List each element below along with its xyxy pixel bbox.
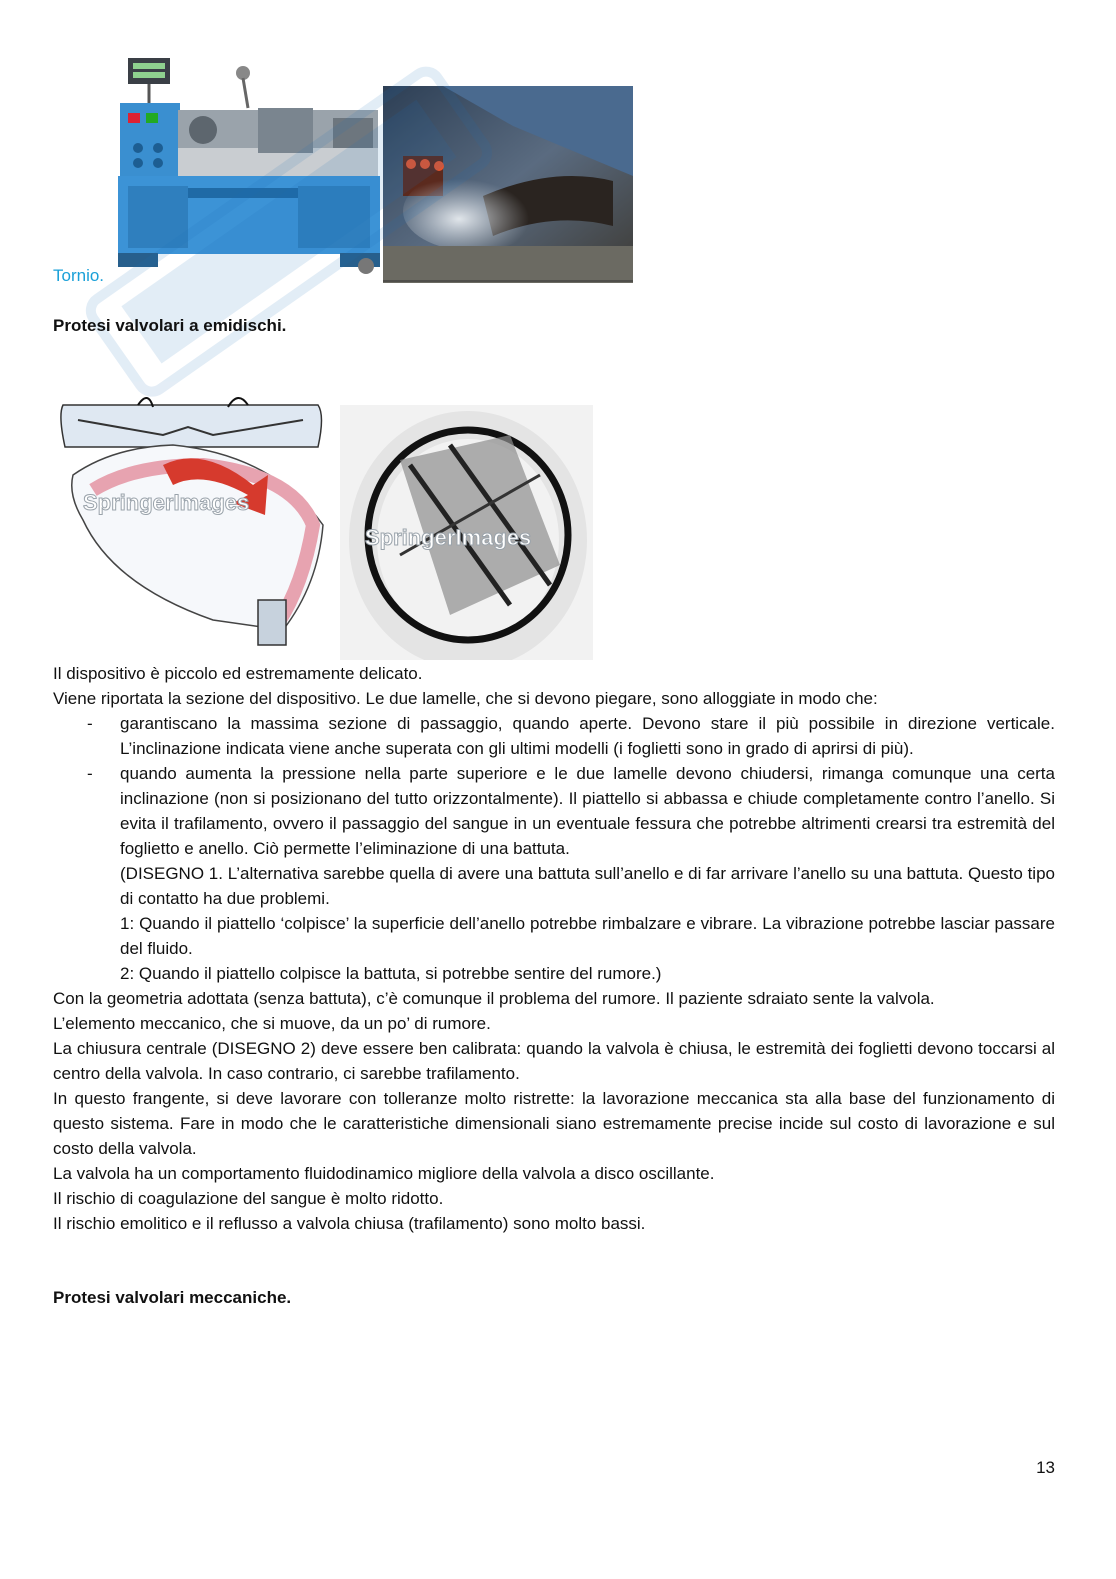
body-text — [53, 661, 1055, 1236]
problem-2: 2: Quando il piattello colpisce la battuta, si potrebbe sentire del rumore.) — [120, 964, 662, 983]
disegno1-note: (DISEGNO 1. L’alternativa sarebbe quella di avere una battuta sull’anello e di far arrivare l’anello su una battuta. Questo tipo di contatto ha due problemi. — [120, 864, 1055, 908]
paragraph: In questo frangente, si deve lavorare con tolleranze molto ristrette: la lavorazione meccanica sta alla base del funzionamento di questo sistema. Fare in modo che le caratteristiche dimensionali siano estremamente precise incide sul costo di lavorazione e sul costo della valvola. — [53, 1089, 1055, 1158]
page-number: 13 — [1036, 1458, 1055, 1477]
cnc-machining-image — [383, 86, 633, 283]
lathe-caption: Tornio. — [53, 266, 105, 285]
paragraph: Il rischio di coagulazione del sangue è molto ridotto. — [53, 1189, 444, 1208]
paragraph: Il rischio emolitico e il reflusso a valvola chiusa (trafilamento) sono molto bassi. — [53, 1214, 646, 1233]
diagram-watermark: SpringerImages — [83, 490, 250, 515]
paragraph: Il dispositivo è piccolo ed estremamente delicato. — [53, 664, 423, 683]
section-heading-meccaniche: Protesi valvolari meccaniche. — [53, 1288, 292, 1307]
list-item — [53, 711, 1055, 761]
paragraph: La valvola ha un comportamento fluidodinamico migliore della valvola a disco oscillante. — [53, 1164, 715, 1183]
valve-photo — [340, 405, 593, 660]
bullet-marker: - — [87, 764, 93, 783]
valve-section-diagram — [53, 385, 328, 650]
list-item — [53, 761, 1055, 861]
bullet-marker: - — [87, 714, 93, 733]
section-heading-emidischi: Protesi valvolari a emidischi. — [53, 316, 287, 335]
paragraph: La chiusura centrale (DISEGNO 2) deve essere ben calibrata: quando la valvola è chiusa, le estremità dei foglietti devono toccarsi al centro della valvola. In caso contrario, ci sarebbe trafilamento. — [53, 1039, 1055, 1083]
paragraph: Con la geometria adottata (senza battuta), c’è comunque il problema del rumore. Il paziente sdraiato sente la valvola. — [53, 989, 935, 1008]
list-item-text: quando aumenta la pressione nella parte superiore e le due lamelle devono chiudersi, rimanga comunque una certa inclinazione (non si posizionano del tutto orizzontalmente). Il piattello si abbassa e chiude completamente contro l’anello. Si evita il trafilamento, ovvero il passaggio del sangue in un eventuale fessura che potrebbe altrimenti crearsi tra estremità del foglietto e anello. Ciò permette l’eliminazione di una battuta. — [120, 764, 1055, 858]
photo-watermark: SpringerImages — [365, 525, 532, 550]
list-item-text: garantiscano la massima sezione di passaggio, quando aperte. Devono stare il più possibile in direzione verticale. L’inclinazione indicata viene anche superata con gli ultimi modelli (i foglietti sono in grado di aprirsi di più). — [120, 714, 1055, 758]
paragraph: L’elemento meccanico, che si muove, da un po’ di rumore. — [53, 1014, 491, 1033]
paragraph: Viene riportata la sezione del dispositivo. Le due lamelle, che si devono piegare, sono alloggiate in modo che: — [53, 689, 878, 708]
lathe-image — [108, 48, 383, 283]
problem-1: 1: Quando il piattello ‘colpisce’ la superficie dell’anello potrebbe rimbalzare e vibrare. La vibrazione potrebbe lasciar passare del fluido. — [120, 914, 1055, 958]
